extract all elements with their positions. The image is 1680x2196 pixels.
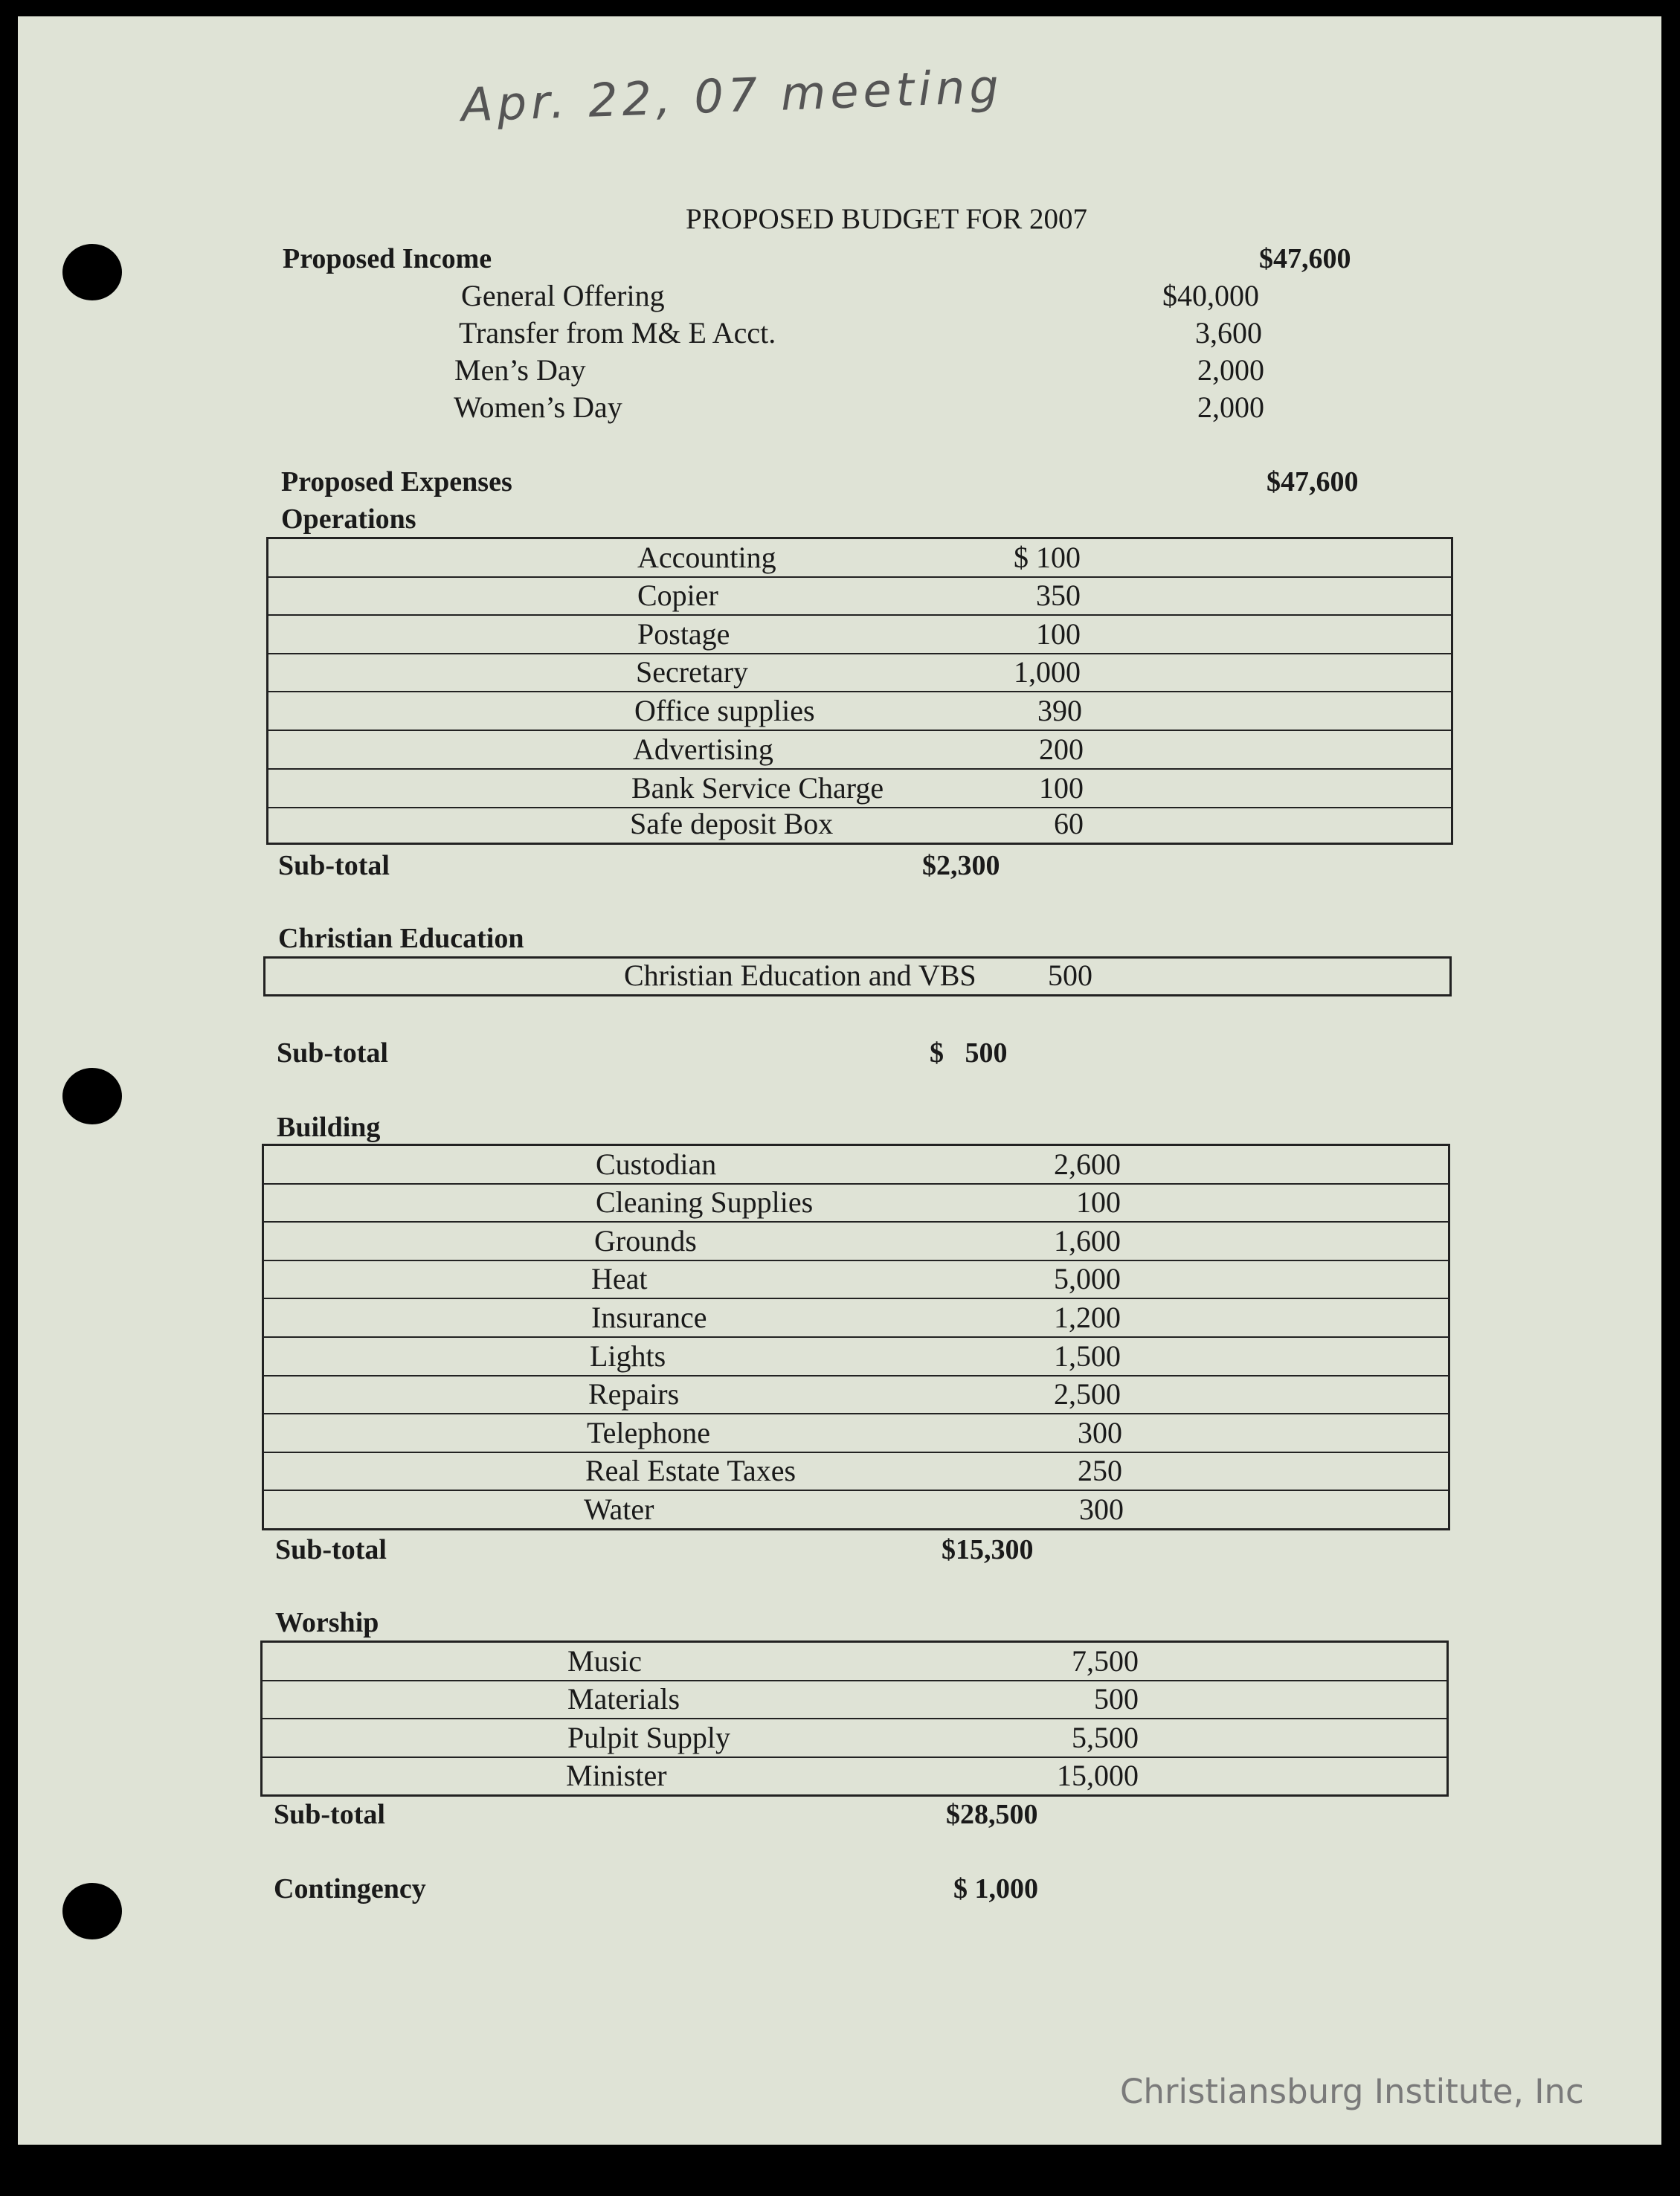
row-label: Office supplies: [634, 694, 815, 727]
row-label: Music: [567, 1644, 642, 1678]
table-row: [264, 1185, 1448, 1223]
income-item-label: Men’s Day: [454, 353, 586, 387]
row-label: Secretary: [636, 655, 749, 689]
row-value: 60: [1054, 807, 1084, 840]
row-label: Postage: [637, 617, 730, 651]
christian-education-table: [263, 956, 1452, 996]
row-label: Lights: [590, 1339, 666, 1373]
row-label: Accounting: [637, 541, 776, 574]
row-label: Cleaning Supplies: [596, 1185, 814, 1219]
row-value: 100: [1076, 1185, 1121, 1219]
income-item-label: Transfer from M& E Acct.: [459, 316, 776, 350]
row-label: Copier: [637, 579, 718, 612]
operations-subtotal-value: $2,300: [922, 850, 1000, 881]
row-value: 1,200: [1054, 1301, 1121, 1334]
row-label: Custodian: [596, 1147, 717, 1181]
row-value: 1,000: [1014, 655, 1081, 689]
row-label: Water: [584, 1493, 654, 1526]
expenses-total: $47,600: [1267, 466, 1359, 498]
table-row: [263, 1681, 1446, 1719]
row-value: $ 100: [1014, 541, 1081, 574]
worship-heading: Worship: [275, 1607, 379, 1638]
building-subtotal-value: $15,300: [942, 1534, 1034, 1565]
table-row: [268, 578, 1451, 616]
building-table: [262, 1144, 1450, 1530]
expenses-heading: Proposed Expenses: [281, 466, 512, 498]
table-row: [264, 1261, 1448, 1299]
row-value: 1,500: [1054, 1339, 1121, 1373]
operations-heading: Operations: [281, 503, 416, 535]
table-row: [264, 1146, 1448, 1185]
income-item-value: 2,000: [1197, 390, 1264, 424]
table-row: [264, 1299, 1448, 1338]
row-label: Real Estate Taxes: [585, 1454, 796, 1487]
income-item-label: Women’s Day: [454, 390, 622, 424]
row-label: Grounds: [594, 1224, 697, 1258]
row-value: 350: [1036, 579, 1081, 612]
document-page: [18, 16, 1661, 2145]
row-value: 7,500: [1072, 1644, 1139, 1678]
building-heading: Building: [277, 1112, 381, 1143]
row-label: Minister: [566, 1759, 667, 1792]
row-value: 100: [1039, 771, 1084, 805]
row-value: 5,500: [1072, 1721, 1139, 1754]
income-item-value: $40,000: [1162, 279, 1259, 312]
row-label: Telephone: [587, 1416, 711, 1449]
table-row: [264, 1491, 1448, 1528]
table-row: [264, 1453, 1448, 1491]
table-row: [263, 1643, 1446, 1681]
table-row: [268, 808, 1451, 843]
worship-subtotal-label: Sub-total: [274, 1799, 385, 1830]
row-value: 15,000: [1057, 1759, 1139, 1792]
table-row: [268, 654, 1451, 692]
row-label: Safe deposit Box: [630, 807, 834, 840]
income-total: $47,600: [1259, 243, 1351, 274]
row-label: Materials: [567, 1682, 680, 1716]
contingency-value: $ 1,000: [953, 1873, 1038, 1904]
row-value: 200: [1039, 732, 1084, 766]
binder-hole-bottom: [62, 1883, 122, 1939]
income-heading: Proposed Income: [283, 243, 492, 274]
christian-education-subtotal-value: $ 500: [930, 1037, 1008, 1069]
christian-education-subtotal-label: Sub-total: [277, 1037, 388, 1069]
table-row: [264, 1414, 1448, 1453]
binder-hole-top: [62, 244, 122, 300]
worship-table: [260, 1640, 1449, 1797]
row-label: Bank Service Charge: [631, 771, 884, 805]
row-value: 2,600: [1054, 1147, 1121, 1181]
row-value: 250: [1078, 1454, 1122, 1487]
row-value: 500: [1048, 959, 1092, 992]
table-row: [268, 770, 1451, 808]
row-value: 300: [1079, 1493, 1124, 1526]
income-item-label: General Offering: [461, 279, 665, 312]
table-row: [265, 959, 1449, 994]
handwritten-note: Apr. 22, 07 meeting: [460, 59, 1004, 132]
table-row: [268, 731, 1451, 770]
row-label: Advertising: [633, 732, 773, 766]
table-row: [264, 1338, 1448, 1376]
christian-education-heading: Christian Education: [278, 923, 524, 954]
row-label: Repairs: [588, 1377, 680, 1411]
row-value: 390: [1037, 694, 1082, 727]
table-row: [268, 539, 1451, 578]
watermark: Christiansburg Institute, Inc: [1120, 2072, 1584, 2111]
worship-subtotal-value: $28,500: [946, 1799, 1038, 1830]
row-label: Heat: [591, 1262, 648, 1295]
row-value: 2,500: [1054, 1377, 1121, 1411]
page-title: PROPOSED BUDGET FOR 2007: [686, 203, 1087, 235]
row-value: 5,000: [1054, 1262, 1121, 1295]
table-row: [263, 1758, 1446, 1794]
row-value: 300: [1078, 1416, 1122, 1449]
binder-hole-middle: [62, 1068, 122, 1124]
row-value: 500: [1094, 1682, 1139, 1716]
row-value: 1,600: [1054, 1224, 1121, 1258]
contingency-label: Contingency: [274, 1873, 426, 1904]
row-value: 100: [1036, 617, 1081, 651]
income-item-value: 3,600: [1195, 316, 1262, 350]
operations-table: [266, 537, 1453, 845]
table-row: [264, 1376, 1448, 1414]
table-row: [264, 1223, 1448, 1261]
table-row: [263, 1719, 1446, 1758]
row-label: Insurance: [591, 1301, 707, 1334]
row-label: Christian Education and VBS: [624, 959, 976, 992]
income-item-value: 2,000: [1197, 353, 1264, 387]
table-row: [268, 616, 1451, 654]
table-row: [268, 692, 1451, 731]
operations-subtotal-label: Sub-total: [278, 850, 390, 881]
building-subtotal-label: Sub-total: [275, 1534, 387, 1565]
row-label: Pulpit Supply: [567, 1721, 730, 1754]
